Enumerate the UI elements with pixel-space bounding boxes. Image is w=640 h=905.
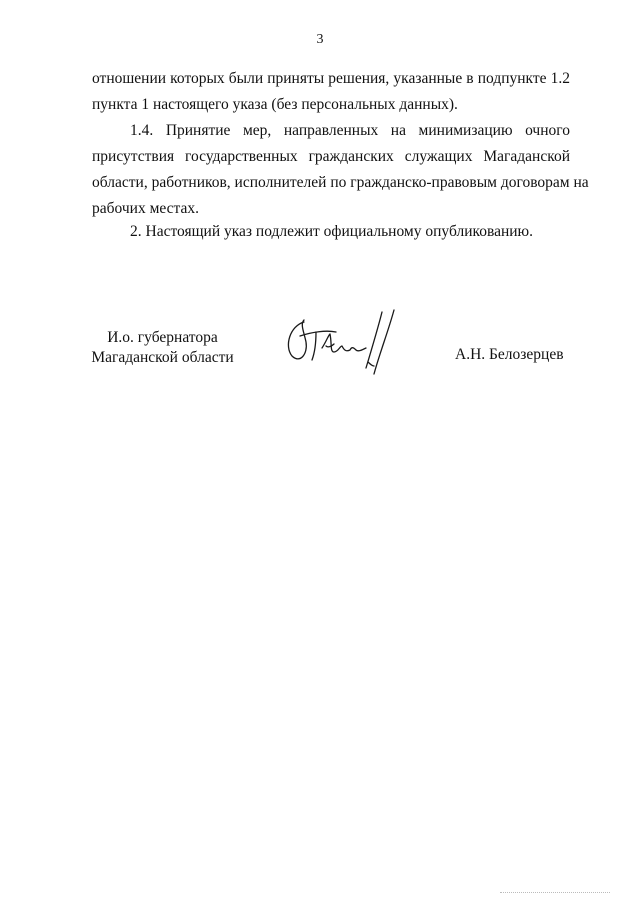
handwritten-signature: [282, 302, 402, 380]
paragraph-1-4-line-2: присутствия государственных гражданских служащих Магаданской: [92, 148, 570, 165]
signatory-title-line-2: Магаданской области: [91, 349, 234, 366]
paragraph-2: [92, 219, 570, 245]
footer-mark: [500, 892, 610, 893]
paragraph-1-4-line-3: области, работников, исполнителей по гражданско-правовым договорам на: [92, 174, 589, 191]
paragraph-1-4-line-1: 1.4. Принятие мер, направленных на минимизацию очного: [130, 122, 570, 139]
signatory-title: [90, 328, 235, 368]
paragraph-2-line-1: 2. Настоящий указ подлежит официальному опубликованию.: [130, 223, 534, 240]
signatory-name: А.Н. Белозерцев: [455, 346, 564, 363]
page-number: 3: [316, 32, 324, 47]
paragraph-1: [92, 66, 570, 118]
paragraph-1-4-line-4: рабочих местах.: [92, 200, 200, 217]
paragraph-1-line-1: отношении которых были приняты решения, указанные в подпункте 1.2: [92, 70, 570, 87]
signatory-title-line-1: И.о. губернатора: [107, 329, 218, 346]
paragraph-1-line-2: пункта 1 настоящего указа (без персональных данных).: [92, 96, 458, 113]
paragraph-1-4: [92, 118, 589, 222]
